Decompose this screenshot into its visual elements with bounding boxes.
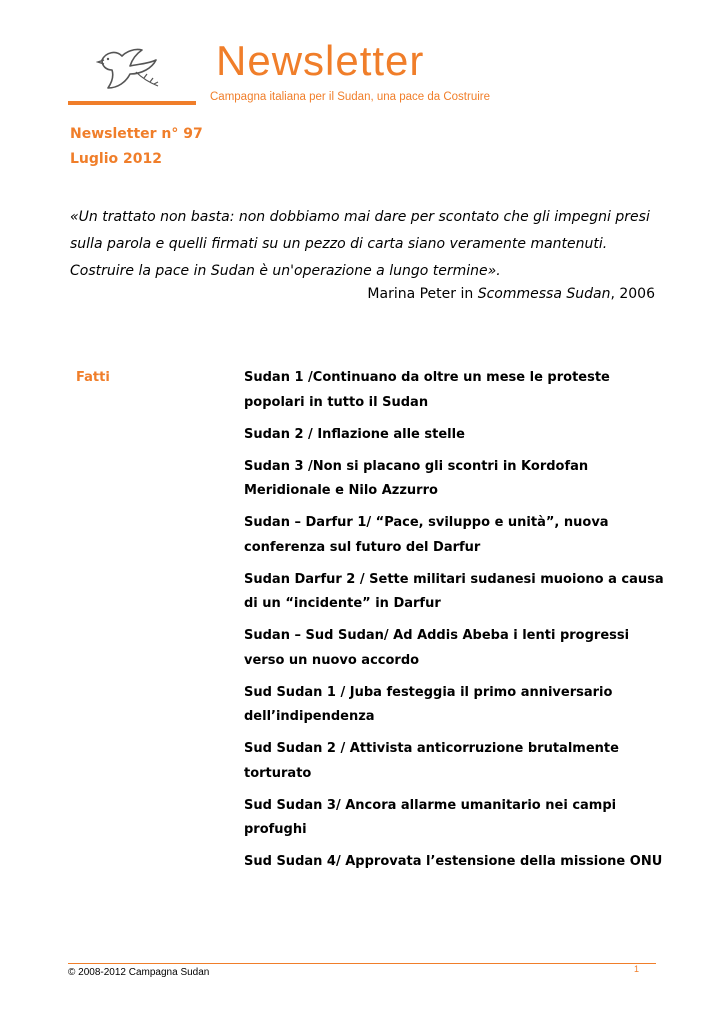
page-number: 1	[634, 964, 640, 974]
issue-number: Newsletter n° 97	[70, 126, 203, 142]
list-item: Sud Sudan 4/ Approvata l’estensione della missione ONU	[244, 854, 663, 869]
quote-source: Scommessa Sudan	[477, 286, 611, 302]
list-item: Sud Sudan 3/ Ancora allarme umanitario nei campi profughi	[244, 797, 617, 837]
footer-copyright: © 2008-2012 Campagna Sudan	[68, 967, 210, 978]
section-label-fatti: Fatti	[76, 370, 110, 385]
list-item: Sud Sudan 2 / Attivista anticorruzione brutalmente torturato	[244, 741, 619, 781]
contents-list	[244, 366, 664, 882]
header-accent-rule	[68, 101, 196, 105]
footer-divider	[68, 963, 656, 964]
list-item: Sud Sudan 1 / Juba festeggia il primo anniversario dell’indipendenza	[244, 684, 613, 724]
newsletter-title: Newsletter	[216, 37, 425, 84]
quote-attribution	[367, 281, 655, 308]
list-item: Sudan – Sud Sudan/ Ad Addis Abeba i lenti progressi verso un nuovo accordo	[244, 628, 630, 668]
epigraph-quote: «Un trattato non basta: non dobbiamo mai dare per scontato che gli impegni presi sulla parola e quelli firmati su un pezzo di carta siano veramente mantenuti. Costruire la pace in Sudan è un'operazione a lungo termine».	[70, 209, 650, 279]
quote-year: , 2006	[610, 286, 655, 302]
list-item: Sudan Darfur 2 / Sette militari sudanesi muoiono a causa di un “incidente” in Darfur	[244, 571, 664, 611]
list-item: Sudan – Darfur 1/ “Pace, sviluppo e unità”, nuova conferenza sul futuro del Darfur	[244, 515, 609, 555]
list-item: Sudan 2 / Inflazione alle stelle	[244, 426, 465, 442]
list-item: Sudan 3 /Non si placano gli scontri in Kordofan Meridionale e Nilo Azzurro	[244, 458, 589, 498]
quote-author: Marina Peter in	[367, 286, 478, 302]
list-item: Sudan 1 /Continuano da oltre un mese le proteste popolari in tutto il Sudan	[244, 370, 610, 410]
dove-logo-icon	[96, 42, 166, 94]
issue-date: Luglio 2012	[70, 151, 162, 167]
newsletter-subtitle: Campagna italiana per il Sudan, una pace da Costruire	[210, 91, 491, 103]
